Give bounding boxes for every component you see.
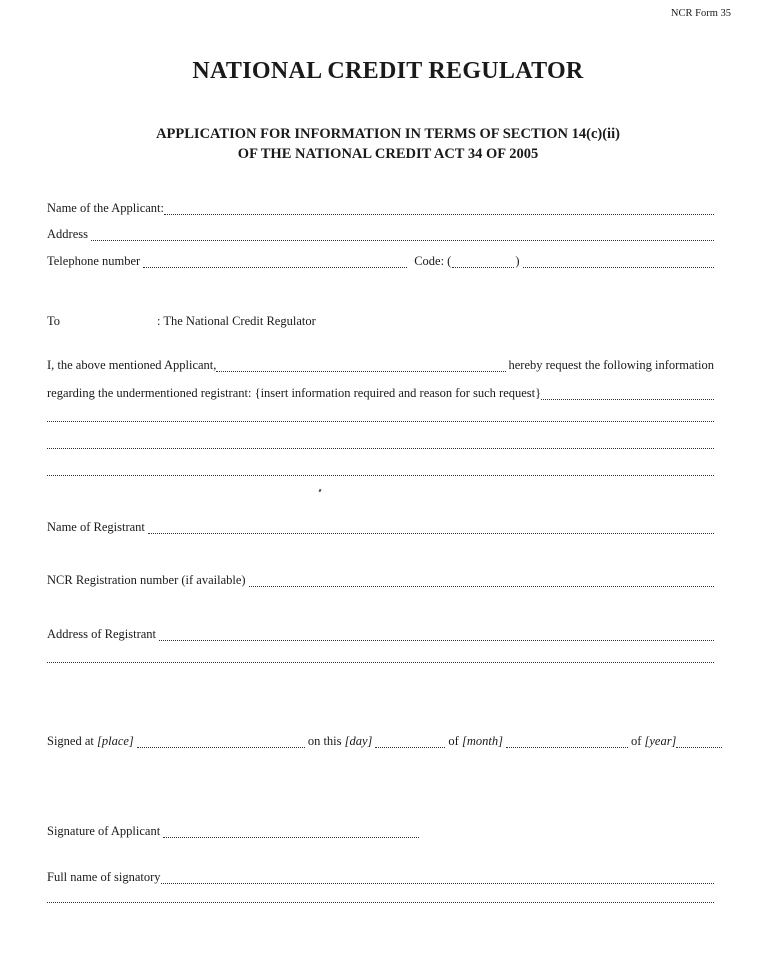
day-placeholder: [day] [344, 734, 373, 748]
of-month-label: of [month] [448, 734, 503, 748]
applicant-address-field[interactable] [91, 240, 714, 241]
place-placeholder: [place] [97, 734, 134, 748]
month-field[interactable] [506, 747, 628, 748]
month-placeholder: [month] [461, 734, 503, 748]
subtitle-line-2: OF THE NATIONAL CREDIT ACT 34 OF 2005 [237, 146, 539, 162]
page-title: NATIONAL CREDIT REGULATOR [192, 58, 584, 84]
request-line-1 [47, 358, 714, 376]
applicant-address-row [47, 227, 714, 245]
on-this-label: on this [day] [307, 734, 373, 748]
to-value: : The National Credit Regulator [157, 314, 316, 328]
telephone-row [47, 254, 714, 272]
signature-label: Signature of Applicant [47, 824, 161, 838]
of-year-label: of [year] [630, 734, 677, 748]
request-info-line-4[interactable] [47, 475, 714, 476]
request-info-line-3[interactable] [47, 448, 714, 449]
applicant-name-field[interactable] [164, 214, 714, 215]
code-label: Code: ( [414, 254, 452, 268]
year-field[interactable] [676, 747, 722, 748]
to-row [47, 314, 316, 329]
request-line-2 [47, 386, 714, 404]
request-info-field[interactable] [541, 399, 714, 400]
ncr-number-label: NCR Registration number (if available) [47, 573, 246, 587]
request-end-text: hereby request the following information [508, 358, 714, 372]
code-field[interactable] [452, 267, 514, 268]
request-instruction-text: regarding the undermentioned registrant: {insert information required and reason for such request} [47, 386, 542, 400]
fullname-line-2[interactable] [47, 902, 714, 903]
day-field[interactable] [375, 747, 445, 748]
ncr-number-row [47, 573, 714, 591]
subtitle-line-1: APPLICATION FOR INFORMATION IN TERMS OF SECTION 14(c)(ii) [156, 126, 620, 142]
signed-at-label: Signed at [place] [47, 734, 134, 748]
registrant-address-line-2[interactable] [47, 662, 714, 663]
request-start-text: I, the above mentioned Applicant, [47, 358, 217, 372]
ncr-number-field[interactable] [249, 586, 714, 587]
registrant-name-field[interactable] [148, 533, 714, 534]
registrant-address-label: Address of Registrant [47, 627, 157, 641]
form-number: NCR Form 35 [670, 8, 731, 19]
fullname-row [47, 870, 714, 888]
registrant-name-label: Name of Registrant [47, 520, 145, 534]
place-field[interactable] [137, 747, 305, 748]
year-placeholder: [year] [644, 734, 677, 748]
applicant-name-row [47, 201, 714, 219]
code-close: ) [515, 254, 520, 268]
fullname-label: Full name of signatory [47, 870, 161, 884]
registrant-address-field[interactable] [159, 640, 714, 641]
signature-row [47, 824, 419, 842]
applicant-name-label: Name of the Applicant: [47, 201, 164, 215]
to-label: To [47, 314, 61, 328]
applicant-inline-field[interactable] [216, 371, 505, 372]
telephone-field[interactable] [143, 267, 407, 268]
registrant-name-row [47, 520, 714, 538]
fullname-field[interactable] [161, 883, 714, 884]
telephone-extra-field[interactable] [523, 267, 714, 268]
applicant-address-label: Address [47, 227, 88, 241]
registrant-address-row [47, 627, 714, 645]
scan-speck [318, 489, 321, 493]
signature-field[interactable] [163, 837, 419, 838]
request-info-line-2[interactable] [47, 421, 714, 422]
telephone-label: Telephone number [47, 254, 141, 268]
signed-row [47, 734, 722, 752]
